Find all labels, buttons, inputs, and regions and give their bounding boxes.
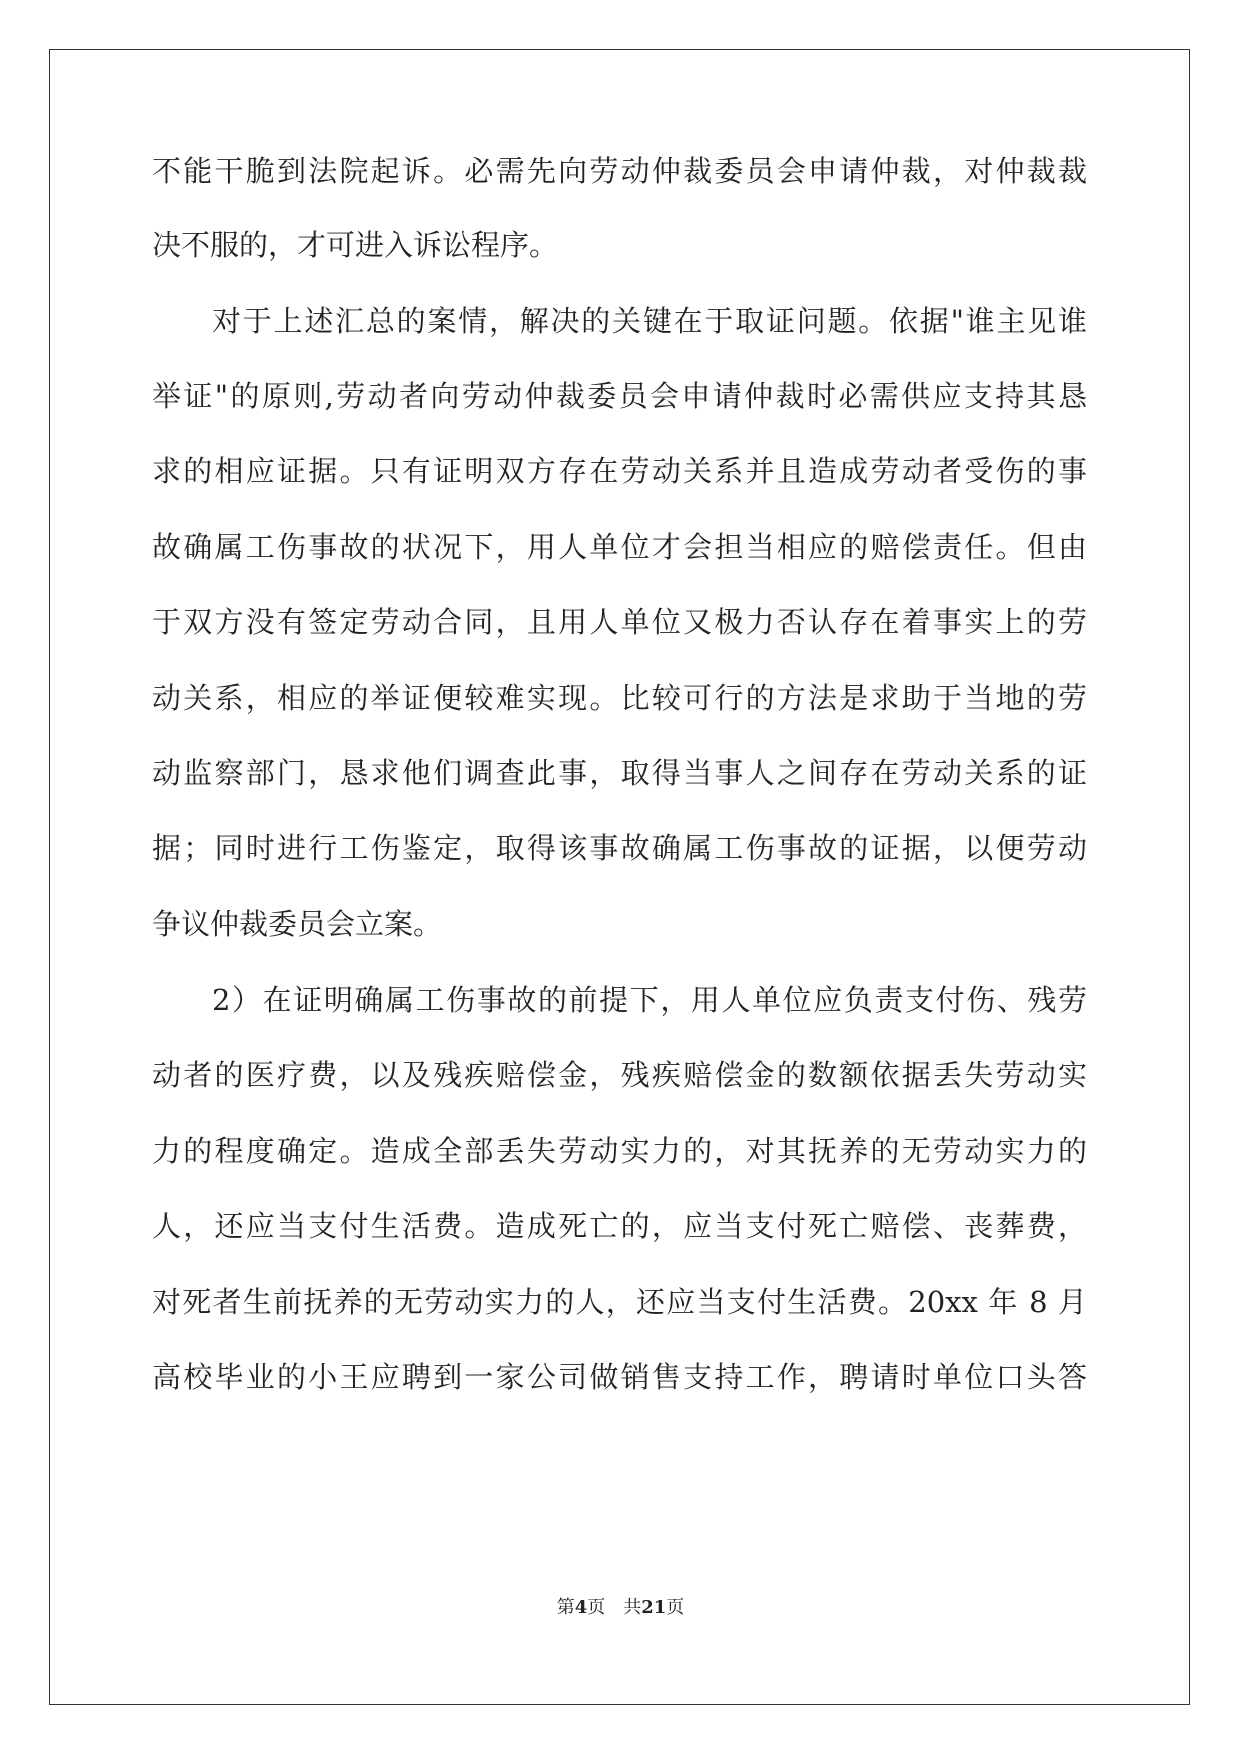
text-line: 人，还应当支付生活费。造成死亡的，应当支付死亡赔偿、丧葬费，: [152, 1209, 1087, 1243]
footer-middle: 页 共: [587, 1597, 642, 1618]
text-line: 动者的医疗费，以及残疾赔偿金，残疾赔偿金的数额依据丢失劳动实: [152, 1058, 1087, 1092]
text-line: 力的程度确定。造成全部丢失劳动实力的，对其抚养的无劳动实力的: [152, 1134, 1087, 1168]
text-line: 故确属工伤事故的状况下，用人单位才会担当相应的赔偿责任。但由: [152, 530, 1087, 564]
page-footer: [0, 1593, 1241, 1619]
text-line: 举证"的原则,劳动者向劳动仲裁委员会申请仲裁时必需供应支持其恳: [152, 379, 1087, 413]
text-line: 据；同时进行工伤鉴定，取得该事故确属工伤事故的证据，以便劳动: [152, 831, 1087, 865]
text-line: 争议仲裁委员会立案。: [152, 907, 443, 941]
footer-prefix: 第: [556, 1597, 575, 1618]
page-border: [49, 49, 1190, 1705]
text-line: 求的相应证据。只有证明双方存在劳动关系并且造成劳动者受伤的事: [152, 454, 1087, 488]
text-line: 对于上述汇总的案情，解决的关键在于取证问题。依据"谁主见谁: [212, 304, 1087, 338]
total-pages-number: 21: [641, 1597, 667, 1618]
footer-suffix: 页: [666, 1597, 685, 1618]
text-line: 动关系，相应的举证便较难实现。比较可行的方法是求助于当地的劳: [152, 681, 1087, 715]
text-line: 动监察部门，恳求他们调查此事，取得当事人之间存在劳动关系的证: [152, 756, 1087, 790]
text-line: 决不服的，才可进入诉讼程序。: [152, 228, 559, 262]
text-line: 对死者生前抚养的无劳动实力的人，还应当支付生活费。20xx 年 8 月: [152, 1285, 1087, 1319]
text-line: 高校毕业的小王应聘到一家公司做销售支持工作，聘请时单位口头答: [152, 1360, 1087, 1394]
text-line: 不能干脆到法院起诉。必需先向劳动仲裁委员会申请仲裁，对仲裁裁: [152, 154, 1087, 188]
text-line: 2）在证明确属工伤事故的前提下，用人单位应负责支付伤、残劳: [212, 983, 1087, 1017]
current-page-number: 4: [574, 1597, 588, 1618]
text-line: 于双方没有签定劳动合同，且用人单位又极力否认存在着事实上的劳: [152, 605, 1087, 639]
